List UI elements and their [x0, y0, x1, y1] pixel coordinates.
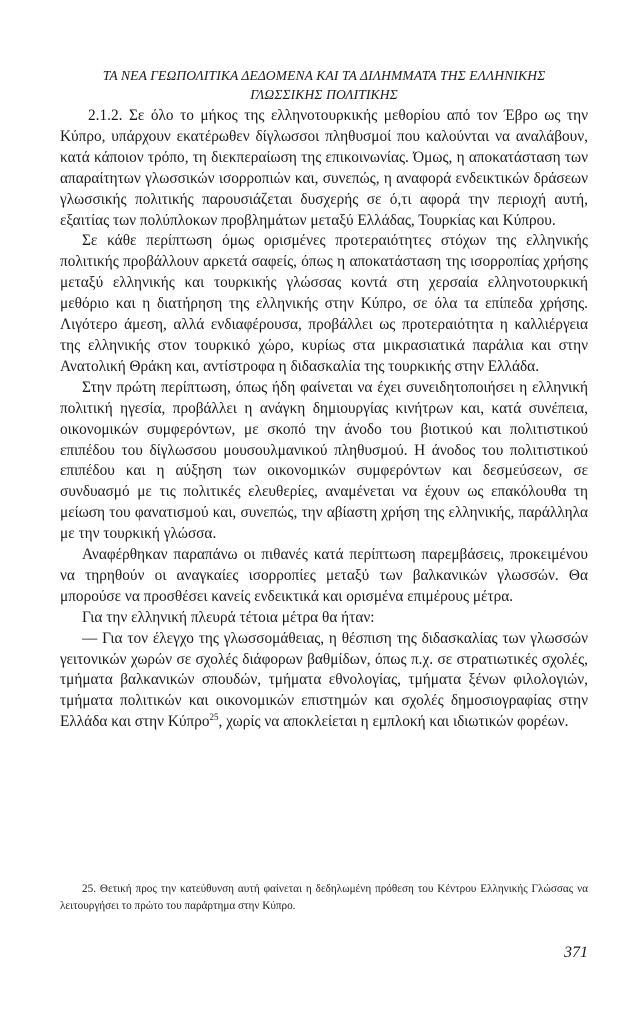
paragraph-interventions: Αναφέρθηκαν παραπάνω οι πιθανές κατά περίπτωση παρεμβάσεις, προκειμένου να τηρηθούν οι αναγκαίες ισορροπίες μεταξύ των βαλκανικών γλωσσών. Θα μπορούσε να προσθέσει κανείς ενδεικτικά και ορισμένα επιμέρους μέτρα. — [60, 546, 588, 605]
footnote-reference: 25 — [209, 712, 219, 723]
page-number: 371 — [564, 944, 588, 961]
paragraph-first-case: Στην πρώτη περίπτωση, όπως ήδη φαίνεται να έχει συνειδητοποιήσει η ελληνική πολιτική ηγεσία, προβάλλει η ανάγκη δημιουργίας κινήτρων και, κατά συνέπεια, οικονομικών συμφερόντων, με σκοπό την άνοδο του βιοτικού και πολιτιστικού επιπέδου του δίγλωσσου μουσουλμανικού πληθυσμού. Η άνοδος του πολιτιστικού επιπέδου και η αύξηση των οικονομικών συμφερόντων και δεσμεύσεων, σε συνδυασμό με τις πολιτικές ελευθερίες, αναμένεται να έχουν ως επακόλουθα τη μείωση του φανατισμού και, συνεπώς, την αβίαστη χρήση της ελληνικής, παράλληλα με την τουρκική γλώσσα. — [60, 378, 588, 543]
running-header-line-1: ΤΑ ΝΕΑ ΓΕΩΠΟΛΙΤΙΚΑ ΔΕΔΟΜΕΝΑ ΚΑΙ ΤΑ ΔΙΛΗΜΜΑΤΑ ΤΗΣ ΕΛΛΗΝΙΚΗΣ — [102, 68, 546, 83]
paragraph-priorities: Σε κάθε περίπτωση όμως ορισμένες προτεραιότητες στόχων της ελληνικής πολιτικής προβάλλουν αρκετά σαφείς, όπως η αποκατάσταση της ισορροπίας χρήσης μεταξύ ελληνικής και τουρκικής γλώσσας κοντά στη χερσαία ελληνοτουρκική μεθόριο και η διατήρηση της ελληνικής στην Κύπρο, σε όλα τα επίπεδα χρήσης. Λιγότερο άμεση, αλλά ενδιαφέρουσα, προβάλλει ως προτεραιότητα η καλλιέργεια της ελληνικής στον τουρκικό χώρο, κυρίως στα μικρασιατικά παράλια και στην Ανατολική Θράκη και, αντίστροφα η διδασκαλία της τουρκικής στην Ελλάδα. — [60, 232, 588, 375]
main-text — [60, 106, 588, 733]
running-header-line-2: ΓΛΩΣΣΙΚΗΣ ΠΟΛΙΤΙΚΗΣ — [250, 87, 398, 102]
paragraph-language-control-text: — Για τον έλεγχο της γλωσσομάθειας, η θέσπιση της διδασκαλίας των γλωσσών γειτονικών χωρών σε σχολές διάφορων βαθμίδων, όπως π.χ. σε στρατιωτικές σχολές, τμήματα βαλκανικών σπουδών, τμήματα εθνολογίας, τμήματα ξένων φιλολογιών, τμήματα πολιτικών και οικονομικών επιστημών και σχολές δημοσιογραφίας στην Ελλάδα και στην Κύπρο — [60, 629, 588, 731]
running-header — [60, 66, 588, 104]
paragraph-language-control-tail: , χωρίς να αποκλείεται η εμπλοκή και ιδιωτικών φορέων. — [218, 713, 569, 731]
footnote-25: 25. Θετική προς την κατεύθυνση αυτή φαίνεται η δεδηλωμένη πρόθεση του Κέντρου Ελληνικής Γλώσσας να λειτουργήσει το πρώτο του παράρτημα στην Κύπρο. — [60, 883, 588, 912]
paragraph-language-control — [60, 629, 588, 734]
paragraph-greek-side: Για την ελληνική πλευρά τέτοια μέτρα θα ήταν: — [82, 608, 375, 626]
paragraph-section-2-1-2: 2.1.2. Σε όλο το μήκος της ελληνοτουρκικής μεθορίου από τον Έβρο ως την Κύπρο, υπάρχουν εκατέρωθεν δίγλωσσοι πληθυσμοί που καλούνται να αναλάβουν, κατά κάποιον τρόπο, τη διεκπεραίωση της επικοινωνίας. Όμως, η αποκατάσταση των απαραίτητων γλωσσικών ισορροπιών και, συνεπώς, η αναφορά ενδεικτικών δράσεων γλωσσικής πολιτικής παρουσιάζεται δυσχερής σε ό,τι αφορά την περιοχή αυτή, εξαιτίας των πολύπλοκων προβλημάτων μεταξύ Ελλάδας, Τουρκίας και Κύπρου. — [60, 107, 588, 229]
